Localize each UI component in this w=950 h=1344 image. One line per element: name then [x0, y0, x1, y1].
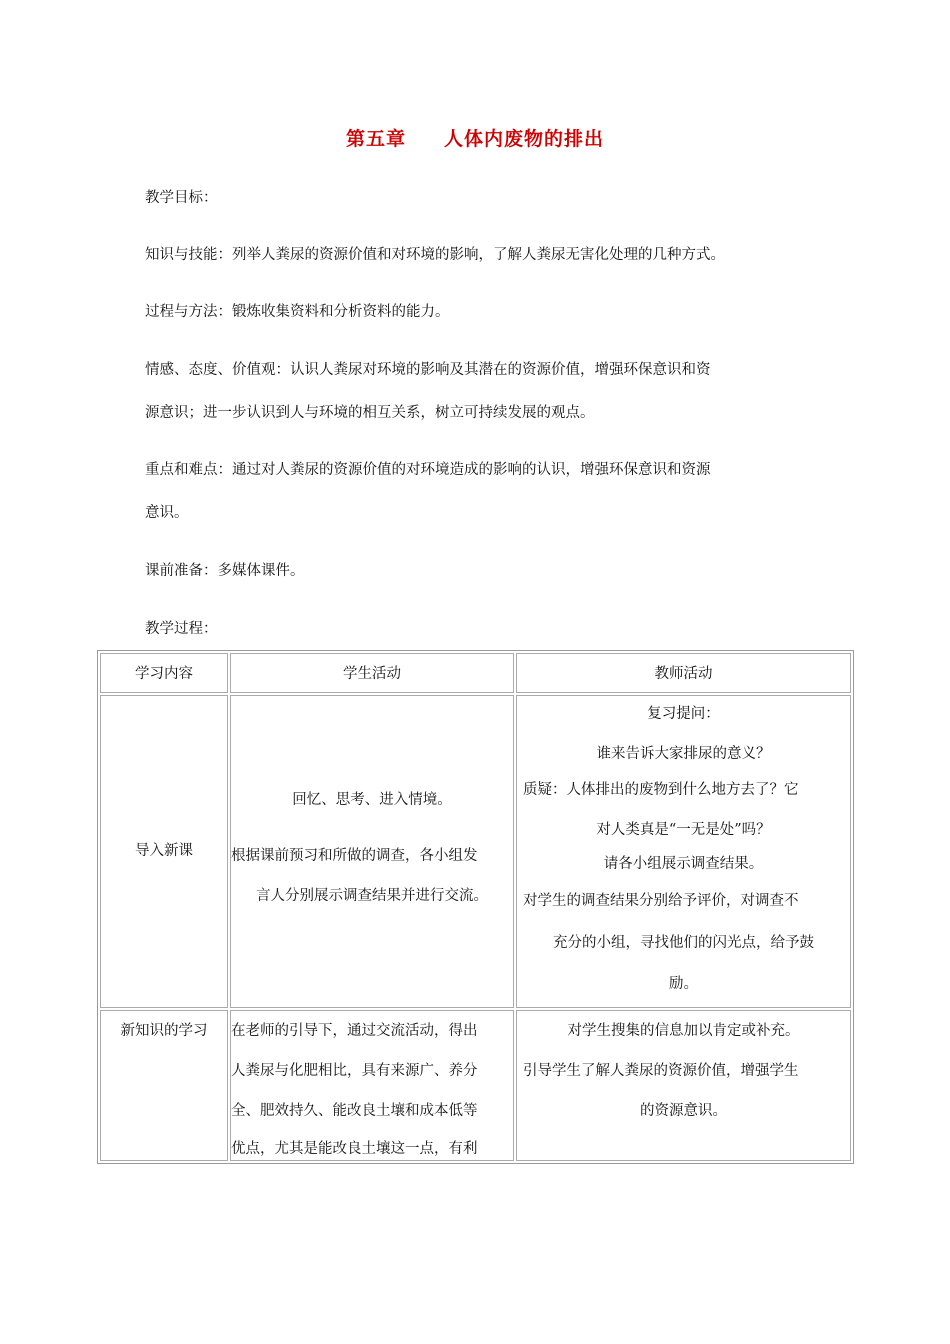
row1-student: 回忆、思考、进入情境。 根据课前预习和所做的调查，各小组发 言人分别展示调查结果并进行交流。 [230, 695, 514, 1007]
header-teacher: 教师活动 [516, 653, 851, 693]
header-content: 学习内容 [100, 653, 228, 693]
row1-content: 导入新课 [100, 695, 228, 1007]
header-student: 学生活动 [230, 653, 514, 693]
table-row [100, 1010, 851, 1161]
row2-teacher: 对学生搜集的信息加以肯定或补充。 引导学生了解人粪尿的资源价值，增强学生 的资源意识。 [516, 1010, 851, 1161]
row2-content: 新知识的学习 [100, 1010, 228, 1161]
table-header-row [100, 653, 851, 693]
table-row [100, 695, 851, 1007]
row1-teacher: 复习提问： 谁来告诉大家排尿的意义？ 质疑：人体排出的废物到什么地方去了？它 对人类真是“一无是处”吗？ 请各小组展示调查结果。 对学生的调查结果分别给予评价，对调查不 充分的小组，寻找他们的闪光点，给予鼓 励。 [516, 695, 851, 1007]
chapter-title: 人体内废物的排出 [444, 128, 605, 150]
page-title [0, 124, 950, 151]
chapter-label: 第五章 [345, 128, 406, 150]
lesson-table [97, 650, 854, 1164]
row2-student: 在老师的引导下，通过交流活动，得出 人粪尿与化肥相比，具有来源广、养分 全、肥效持久、能改良土壤和成本低等 优点，尤其是能改良土壤这一点，有利 [230, 1010, 514, 1161]
